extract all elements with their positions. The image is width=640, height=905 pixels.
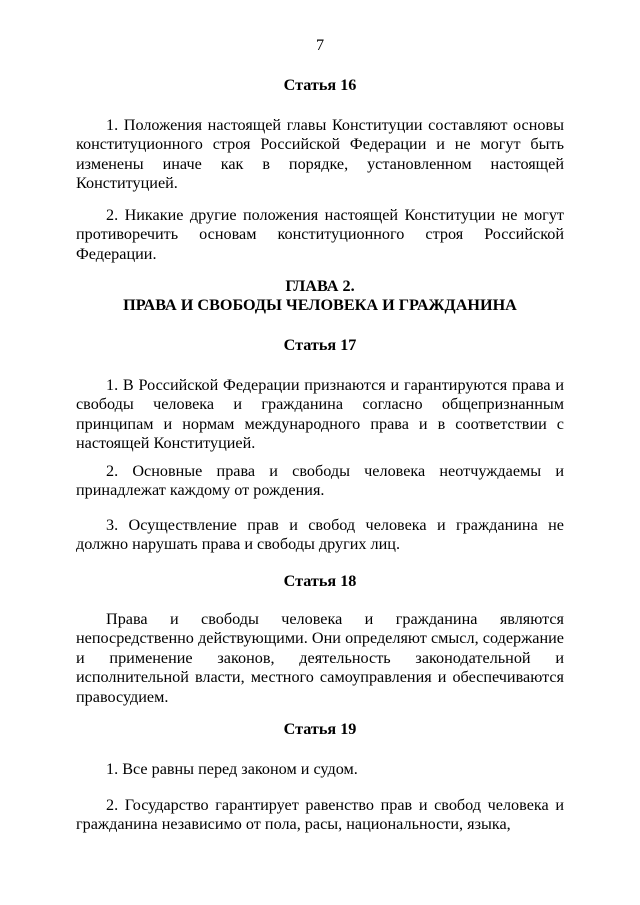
article-16-title: Статья 16	[283, 76, 357, 94]
article-19-title: Статья 19	[283, 720, 357, 738]
article-17-paragraph-3: 3. Осуществление прав и свобод человека и гражданина не должно нарушать права и свободы других лиц.	[76, 516, 564, 554]
article-17-title: Статья 17	[283, 336, 357, 354]
page-number: 7	[315, 36, 325, 54]
article-17-paragraph-2: 2. Основные права и свободы человека неотчуждаемы и принадлежат каждому от рождения.	[76, 462, 564, 500]
article-18-title: Статья 18	[283, 572, 357, 590]
chapter-2-title: ПРАВА И СВОБОДЫ ЧЕЛОВЕКА И ГРАЖДАНИНА	[123, 296, 517, 314]
article-19-paragraph-2: 2. Государство гарантирует равенство прав и свобод человека и гражданина независимо от пола, расы, национальности, языка,	[76, 796, 564, 834]
article-19-paragraph-1: 1. Все равны перед законом и судом.	[106, 760, 358, 778]
article-16-paragraph-1: 1. Положения настоящей главы Конституции составляют основы конституционного строя Российской Федерации и не могут быть изменены иначе как в порядке, установленном настоящей Конституцией.	[76, 116, 564, 193]
article-16-paragraph-2: 2. Никакие другие положения настоящей Конституции не могут противоречить основам конституционного строя Российской Федерации.	[76, 206, 564, 263]
article-18-paragraph-1: Права и свободы человека и гражданина являются непосредственно действующими. Они определяют смысл, содержание и применение законов, деятельность законодательной и исполнительной власти, местного самоуправления и обеспечиваются правосудием.	[76, 610, 564, 706]
article-17-paragraph-1: 1. В Российской Федерации признаются и гарантируются права и свободы человека и гражданина согласно общепризнанным принципам и нормам международного права и в соответствии с настоящей Конституцией.	[76, 376, 564, 453]
chapter-2-number: ГЛАВА 2.	[285, 277, 355, 295]
